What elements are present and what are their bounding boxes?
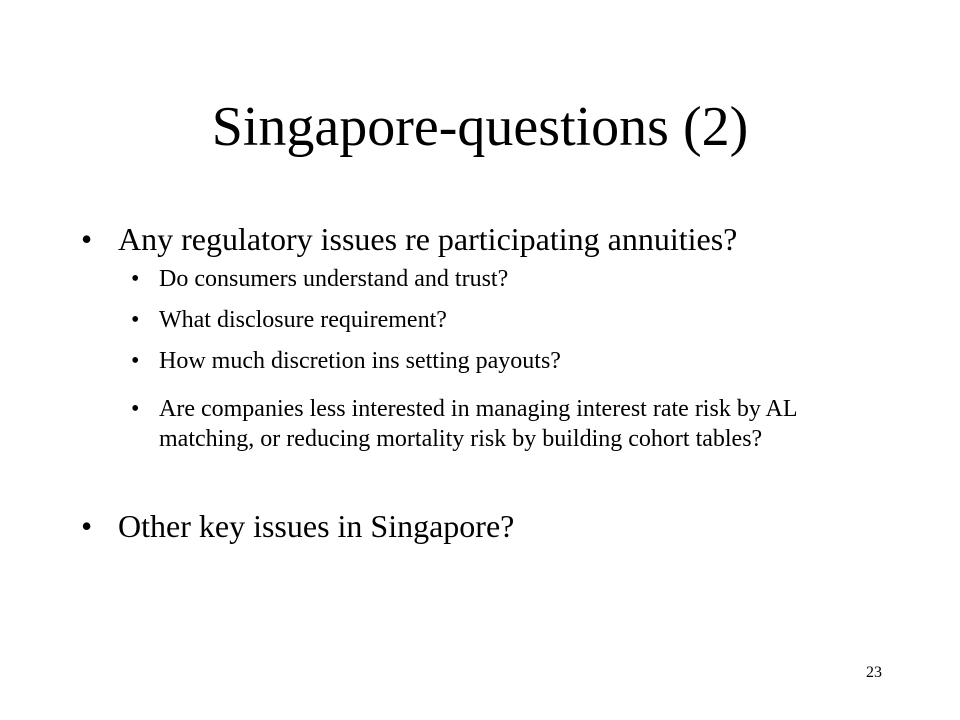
- bullet-item: [81, 507, 515, 545]
- bullet-glyph: •: [131, 266, 140, 292]
- sub-bullet-text: How much discretion ins setting payouts?: [159, 348, 561, 374]
- bullet-text: Any regulatory issues re participating annuities?: [118, 221, 738, 257]
- sub-bullet-text: Are companies less interested in managing interest rate risk by AL matching, or reducing mortality risk by building cohort tables?: [159, 396, 797, 452]
- sub-bullet-text: What disclosure requirement?: [159, 307, 447, 333]
- bullet-glyph: •: [81, 508, 93, 544]
- sub-bullet-text: Do consumers understand and trust?: [159, 266, 509, 292]
- page-number: 23: [866, 664, 882, 681]
- bullet-glyph: •: [131, 348, 140, 374]
- sub-bullet-item: [131, 264, 899, 294]
- sub-bullet-item: [131, 394, 889, 454]
- bullet-glyph: •: [131, 307, 140, 333]
- bullet-glyph: •: [131, 396, 140, 422]
- sub-bullet-item: [131, 346, 899, 376]
- bullet-text: Other key issues in Singapore?: [118, 508, 515, 544]
- slide-title: Singapore-questions (2): [211, 96, 749, 158]
- bullet-item: [81, 220, 738, 258]
- sub-bullet-item: [131, 305, 899, 335]
- bullet-glyph: •: [81, 221, 93, 257]
